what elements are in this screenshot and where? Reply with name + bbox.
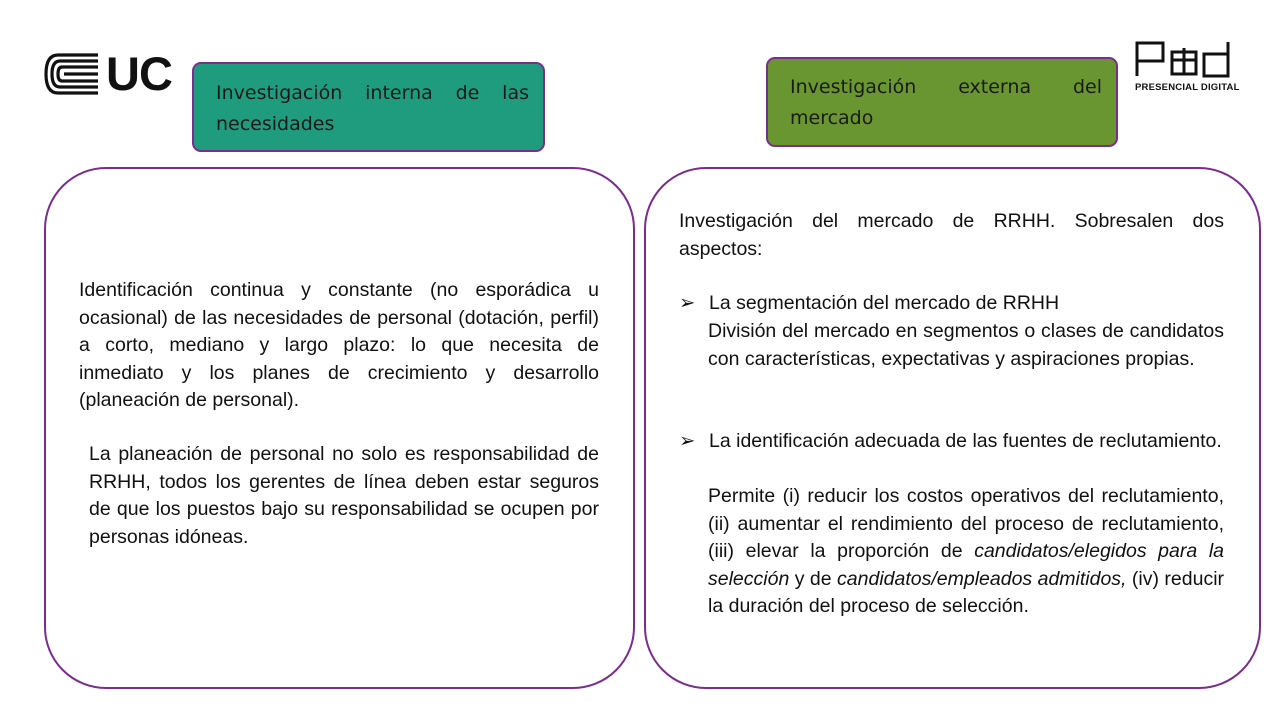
header-internal-research	[192, 62, 545, 152]
presencial-digital-logo	[1134, 40, 1240, 96]
left-content-panel	[44, 167, 635, 689]
italic-phrase: candidatos/elegidos para la selección	[708, 540, 1224, 590]
internal-needs-paragraph: Identificación continua y constante (no esporádica u ocasional) de las necesidades de personal (dotación, perfil) a corto, mediano y largo plazo: lo que necesita de inmediato y los planes de crecimiento y desarrollo (planeación de personal).	[79, 279, 599, 411]
italic-phrase: candidatos/empleados admitidos,	[837, 567, 1127, 590]
bullet-segmentation-text: División del mercado en segmentos o clases de candidatos con características, expectativas y aspiraciones propias.	[708, 320, 1224, 370]
uc-logo	[44, 47, 184, 100]
uc-logo-text: UC	[106, 47, 172, 100]
bullet-arrow-icon: ➢	[679, 292, 696, 314]
header-word: del	[1072, 76, 1102, 98]
header-word: Investigación	[790, 76, 917, 98]
pd-mark-icon	[1134, 40, 1234, 80]
pd-logo-subtitle: PRESENCIAL DIGITAL	[1135, 82, 1240, 93]
header-word: externa	[958, 76, 1032, 98]
uc-stripes-icon	[44, 53, 100, 95]
bullet-sources-text: Permite (i) reducir los costos operativos del reclutamiento, (ii) aumentar el rendimiento del proceso de reclutamiento, (iii) elevar la proporción de candidatos/elegidos para la selección y de candidatos/empleados admitidos, (iv) reducir la duración del proceso de selección.	[708, 485, 1225, 617]
header-external-research-line2: mercado	[790, 107, 874, 129]
planning-responsibility-paragraph: La planeación de personal no solo es responsabilidad de RRHH, todos los gerentes de línea deben estar seguros de que los puestos bajo su responsabilidad se ocupen por personas idóneas.	[89, 443, 599, 548]
header-external-research-line1	[790, 72, 1102, 103]
market-research-intro: Investigación del mercado de RRHH. Sobresalen dos aspectos:	[679, 210, 1224, 260]
header-internal-research-label: Investigación interna de las necesidades	[216, 82, 529, 135]
header-external-research	[766, 57, 1118, 147]
bullet-sources-title: La identificación adecuada de las fuentes de reclutamiento.	[709, 430, 1222, 452]
bullet-arrow-icon: ➢	[679, 430, 696, 452]
bullet-segmentation-title: La segmentación del mercado de RRHH	[709, 292, 1060, 314]
